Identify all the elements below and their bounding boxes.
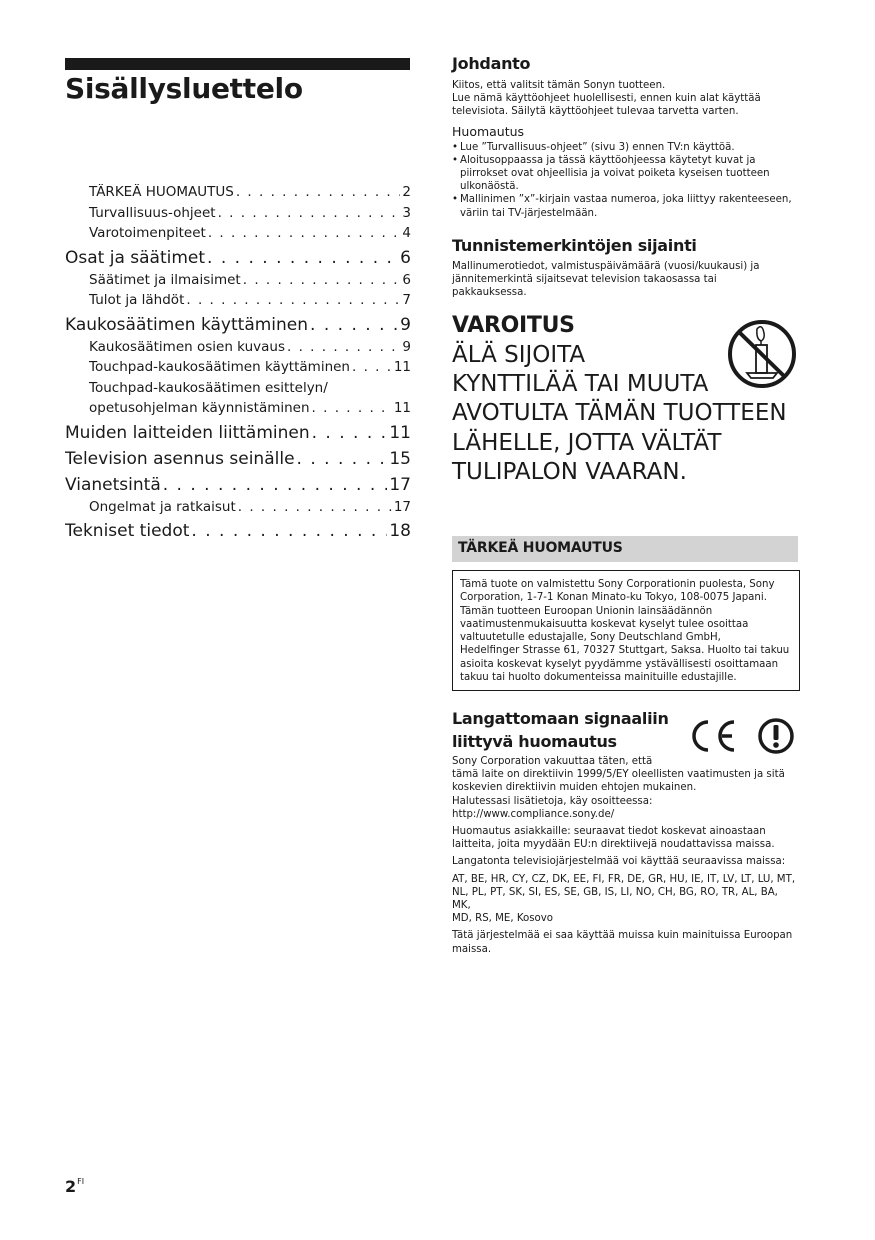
notice-heading: TÄRKEÄ HUOMAUTUS bbox=[458, 540, 623, 556]
table-of-contents bbox=[65, 184, 411, 545]
note-item: • Lue ”Turvallisuus-ohjeet” (sivu 3) ennen TV:n käyttöä. bbox=[452, 141, 798, 154]
toc-section[interactable] bbox=[65, 449, 411, 473]
toc-section-label: Kaukosäätimen käyttäminen bbox=[65, 314, 309, 335]
toc-section-label: Muiden laitteiden liittäminen bbox=[65, 422, 310, 443]
language-code: FI bbox=[77, 1177, 85, 1186]
wireless-para: Langatonta televisiojärjestelmää voi käyttää seuraavissa maissa: bbox=[452, 856, 786, 868]
toc-entry-label: Varotoimenpiteet bbox=[89, 225, 206, 241]
alert-circle-icon bbox=[757, 717, 795, 755]
intro-line: Lue nämä käyttöohjeet huolellisesti, ennen kuin alat käyttää bbox=[452, 93, 761, 105]
toc-entry[interactable] bbox=[65, 225, 411, 246]
intro-line: Kiitos, että valitsit tämän Sonyn tuotteen. bbox=[452, 80, 666, 91]
toc-entry-label: TÄRKEÄ HUOMAUTUS bbox=[89, 184, 234, 200]
toc-entry-label: Touchpad-kaukosäätimen esittelyn/ bbox=[89, 379, 328, 396]
toc-section-page: 18 bbox=[389, 521, 411, 541]
intro-text bbox=[452, 79, 798, 119]
toc-entry[interactable] bbox=[65, 339, 411, 360]
toc-section[interactable] bbox=[65, 315, 411, 339]
toc-entry[interactable] bbox=[65, 400, 411, 421]
note-list bbox=[452, 141, 798, 220]
toc-entry-label: Kaukosäätimen osien kuvaus bbox=[89, 338, 285, 355]
toc-entry-page: 2 bbox=[402, 184, 411, 200]
warning-text: ÄLÄ SIJOITA KYNTTILÄÄ TAI MUUTA AVOTULTA TÄMÄN TUOTTEEN LÄHELLE, JOTTA VÄLTÄT TULIPALON VAARAN. bbox=[452, 342, 787, 485]
intro-section bbox=[452, 54, 798, 220]
wireless-para: Tätä järjestelmää ei saa käyttää muissa kuin mainituissa Euroopan maissa. bbox=[452, 930, 793, 955]
ce-mark-icon bbox=[686, 717, 740, 755]
toc-entry-page: 17 bbox=[393, 498, 411, 515]
title-rule bbox=[65, 58, 410, 70]
toc-entry[interactable] bbox=[65, 272, 411, 293]
toc-entry[interactable] bbox=[65, 184, 411, 205]
notice-heading-bar bbox=[452, 536, 798, 562]
toc-entry-page: 6 bbox=[402, 271, 411, 288]
page-title: Sisällysluettelo bbox=[65, 72, 303, 105]
toc-section[interactable] bbox=[65, 521, 411, 545]
toc-section-label: Vianetsintä bbox=[65, 474, 161, 495]
toc-entry-label: Säätimet ja ilmaisimet bbox=[89, 271, 241, 288]
note-item: • Mallinimen ”x”-kirjain vastaa numeroa, joka liittyy rakenteeseen, väriin tai TV-järjestelmään. bbox=[452, 193, 798, 219]
page-number: $2^{FI}$ bbox=[65, 1177, 85, 1196]
country-list: AT, BE, HR, CY, CZ, DK, EE, FI, FR, DE, GR, HU, IE, IT, LV, LT, LU, MT, NL, PL, PT, SK, SI, ES, SE, GB, IS, LI, NO, CH, BG, RO, TR, AL, BA, MK, MD, RS, ME, Kosovo bbox=[452, 873, 796, 925]
intro-heading: Johdanto bbox=[452, 54, 531, 73]
toc-section-page: 15 bbox=[389, 448, 411, 469]
label-location-text: Mallinumerotiedot, valmistuspäivämäärä (vuosi/kuukausi) ja jännitemerkintä sijaitsevat television takaosassa tai pakkauksessa. bbox=[452, 261, 760, 299]
toc-entry-page: 9 bbox=[402, 338, 411, 355]
toc-entry-label-continued: opetusohjelman käynnistäminen bbox=[89, 400, 310, 416]
toc-entry-label: Turvallisuus-ohjeet bbox=[89, 204, 216, 221]
toc-entry-page: 4 bbox=[402, 225, 411, 241]
toc-entry[interactable] bbox=[65, 499, 411, 520]
toc-entry-page: 11 bbox=[393, 400, 411, 416]
toc-section-label: Osat ja säätimet bbox=[65, 247, 206, 268]
wireless-section bbox=[452, 707, 798, 956]
note-item: • Aloitusoppaassa ja tässä käyttöohjeessa käytetyt kuvat ja piirrokset ovat ohjeellisia ja voivat poiketa kyseisen tuotteen ulkonäöstä. bbox=[452, 154, 798, 194]
toc-section[interactable] bbox=[65, 248, 411, 272]
toc-section[interactable] bbox=[65, 475, 411, 499]
toc-section-label: Television asennus seinälle bbox=[65, 448, 295, 469]
label-location-section bbox=[452, 236, 798, 300]
toc-entry-label: Touchpad-kaukosäätimen käyttäminen bbox=[89, 359, 350, 375]
toc-entry-line1[interactable] bbox=[65, 380, 411, 401]
toc-section-page: 6 bbox=[400, 247, 411, 268]
warning-title: VAROITUS bbox=[452, 313, 575, 338]
toc-entry[interactable] bbox=[65, 205, 411, 226]
toc-section-page: 17 bbox=[389, 474, 411, 495]
toc-entry-label: Tulot ja lähdöt bbox=[89, 292, 185, 308]
toc-entry[interactable] bbox=[65, 292, 411, 313]
no-candle-icon bbox=[727, 319, 797, 389]
wireless-heading: Langattomaan signaaliin liittyvä huomautus bbox=[452, 709, 669, 751]
toc-section[interactable] bbox=[65, 423, 411, 447]
intro-line: televisiota. Säilytä käyttöohjeet tulevaa tarvetta varten. bbox=[452, 106, 739, 118]
toc-entry-page: 3 bbox=[402, 204, 411, 221]
notice-box: Tämä tuote on valmistettu Sony Corporationin puolesta, Sony Corporation, 1-7-1 Konan Minato-ku Tokyo, 108-0075 Japani. Tämän tuotteen Euroopan Unionin lainsäädännön vaatimustenmukaisuutta koskevat kyselyt tulee osoittaa valtuutetulle edustajalle, Sony Deutschland GmbH, Hedelfinger Strasse 61, 70327 Stuttgart, Saksa. Huolto tai takuu asioita koskevat kyselyt pyydämme ystävällisesti osoittamaan takuu tai huolto dokumenteissa mainituille edustajille. bbox=[452, 570, 800, 691]
toc-section-page: 9 bbox=[400, 314, 411, 335]
toc-entry-label: Ongelmat ja ratkaisut bbox=[89, 498, 236, 515]
wireless-para: Huomautus asiakkaille: seuraavat tiedot koskevat ainoastaan laitteita, joita myydään EU:n direktiivejä noudattavissa maissa. bbox=[452, 826, 775, 851]
label-location-heading: Tunnistemerkintöjen sijainti bbox=[452, 236, 697, 255]
toc-entry-page: 11 bbox=[393, 359, 411, 375]
wireless-para: Sony Corporation vakuuttaa täten, että tämä laite on direktiivin 1999/5/EY oleellisten vaatimusten ja sitä koskevien direktiivin muiden ehtojen mukainen. Halutessasi lisätietoja, käy osoitteessa: http://www.compliance.sony.de/ bbox=[452, 756, 785, 820]
toc-section-page: 11 bbox=[389, 422, 411, 443]
toc-entry[interactable] bbox=[65, 359, 411, 380]
toc-entry-page: 7 bbox=[402, 292, 411, 308]
toc-section-label: Tekniset tiedot bbox=[65, 521, 190, 541]
note-heading: Huomautus bbox=[452, 123, 525, 139]
